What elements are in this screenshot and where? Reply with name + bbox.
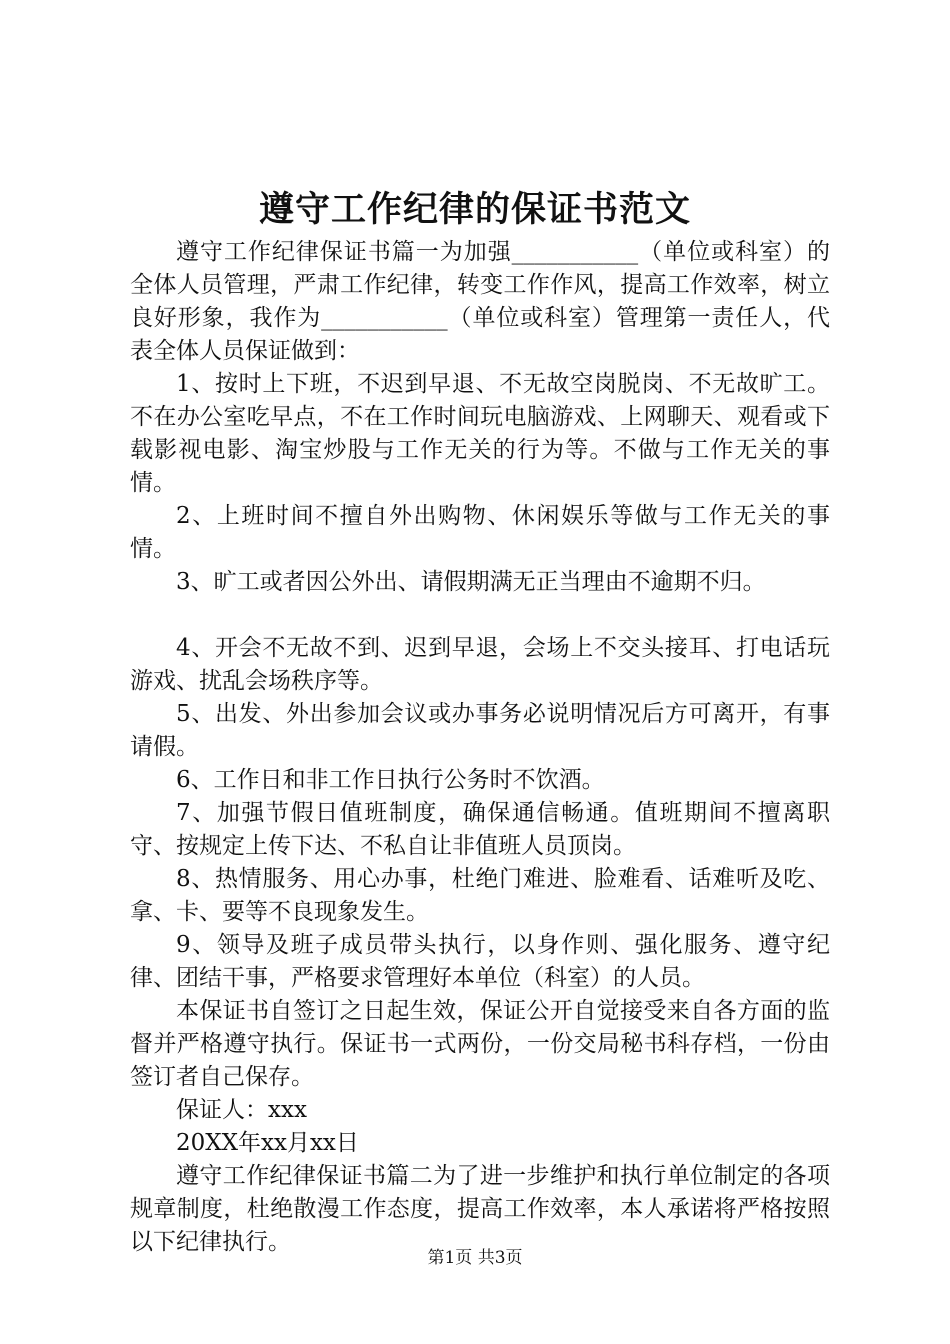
paragraph-item-6: 6、工作日和非工作日执行公务时不饮酒。 — [176, 767, 605, 793]
page-footer: 第1页 共3页 — [427, 1248, 523, 1268]
paragraph-item-2: 2、上班时间不擅自外出购物、休闲娱乐等做与工作无关的事情。 — [130, 503, 830, 562]
document-body — [130, 236, 830, 1259]
paragraph-part-two: 遵守工作纪律保证书篇二为了进一步维护和执行单位制定的各项规章制度，杜绝散漫工作态度，提高工作效率，本人承诺将严格按照以下纪律执行。 — [130, 1163, 830, 1255]
date-line: 20XX年xx月xx日 — [176, 1130, 359, 1156]
paragraph-item-8: 8、热情服务、用心办事，杜绝门难进、脸难看、话难听及吃、拿、卡、要等不良现象发生。 — [130, 866, 830, 925]
document-title: 遵守工作纪律的保证书范文 — [258, 189, 691, 230]
paragraph-item-1: 1、按时上下班，不迟到早退、不无故空岗脱岗、不无故旷工。不在办公室吃早点，不在工作时间玩电脑游戏、上网聊天、观看或下载影视电影、淘宝炒股与工作无关的行为等。不做与工作无关的事情。 — [130, 371, 830, 496]
paragraph-item-5: 5、出发、外出参加会议或办事务必说明情况后方可离开，有事请假。 — [130, 701, 830, 760]
paragraph-item-4: 4、开会不无故不到、迟到早退，会场上不交头接耳、打电话玩游戏、扰乱会场秩序等。 — [130, 635, 830, 694]
paragraph-intro: 遵守工作纪律保证书篇一为加强___________（单位或科室）的全体人员管理，严肃工作纪律，转变工作作风，提高工作效率，树立良好形象，我作为___________（单位或科室）管理第一责任人，代表全体人员保证做到： — [130, 239, 830, 364]
paragraph-validity: 本保证书自签订之日起生效，保证公开自觉接受来自各方面的监督并严格遵守执行。保证书一式两份，一份交局秘书科存档，一份由签订者自己保存。 — [130, 998, 830, 1090]
paragraph-item-7: 7、加强节假日值班制度，确保通信畅通。值班期间不擅离职守、按规定上传下达、不私自让非值班人员顶岗。 — [130, 800, 830, 859]
guarantor-line: 保证人：xxx — [176, 1097, 307, 1123]
paragraph-item-3: 3、旷工或者因公外出、请假期满无正当理由不逾期不归。 — [176, 569, 766, 595]
paragraph-item-9: 9、领导及班子成员带头执行，以身作则、强化服务、遵守纪律、团结干事，严格要求管理好本单位（科室）的人员。 — [130, 932, 830, 991]
